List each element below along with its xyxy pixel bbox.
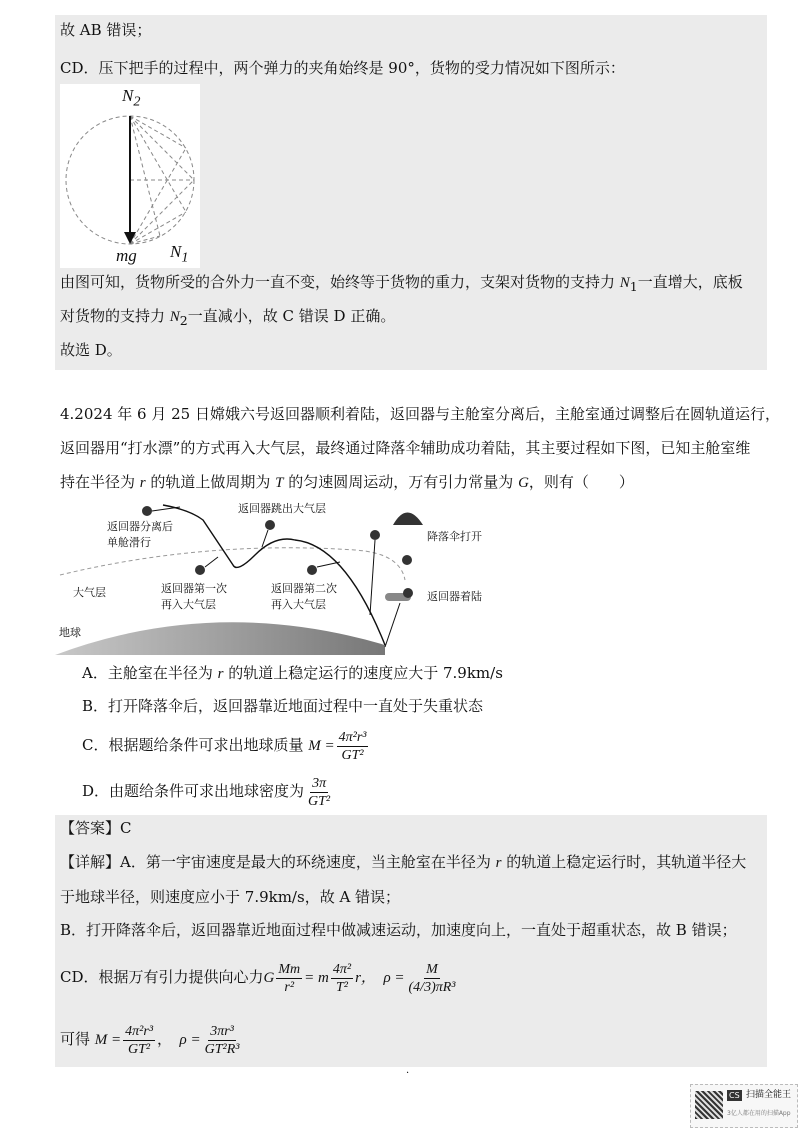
explanation-line: 于地球半径，则速度应小于 7.9km/s，故 A 错误； bbox=[60, 888, 401, 906]
n1-label: $N_1$ bbox=[170, 242, 189, 266]
label-separation: 返回器分离后 单舱滑行 bbox=[107, 520, 173, 549]
force-circle-figure bbox=[60, 84, 200, 268]
label-earth: 地球 bbox=[59, 626, 81, 639]
force-diagram bbox=[60, 84, 200, 268]
label-skip-out: 返回器跳出大气层 bbox=[238, 502, 326, 515]
mg-label: mg bbox=[116, 246, 137, 265]
solution-line: CD．压下把手的过程中，两个弹力的夹角始终是 90°，货物的受力情况如下图所示： bbox=[60, 59, 625, 77]
option-a: A．主舱室在半径为 r 的轨道上稳定运行的速度应大于 7.9km/s bbox=[82, 664, 503, 682]
watermark-subtitle: 3亿人都在用的扫描App bbox=[727, 1110, 791, 1117]
explanation-result-line: 可得 M = $\frac{\text{4π²r³}}{\text{GT²}}$ ， ρ = $\frac{\text{3πr³}}{\text{GT²R³}}$ bbox=[60, 1023, 240, 1057]
watermark-title: 扫描全能王 bbox=[746, 1090, 792, 1100]
solution-line: 由图可知，货物所受的合外力一直不变，始终等于货物的重力，支架对货物的支持力 $N_1$一直增大，底板 bbox=[60, 273, 743, 294]
label-atmosphere: 大气层 bbox=[73, 586, 106, 599]
explanation-line: 【详解】A．第一宇宙速度是最大的环绕速度，当主舱室在半径为 r 的轨道上稳定运行时，其轨道半径大 bbox=[60, 853, 747, 871]
solution-line: 故选 D。 bbox=[60, 341, 122, 359]
solution-line: 对货物的支持力 $N_2$一直减小，故 C 错误 D 正确。 bbox=[60, 307, 396, 328]
option-c: C．根据题给条件可求出地球质量 M = $\frac{\text{4π²r³}}{\text{GT²}}$ bbox=[82, 729, 367, 763]
explanation-line: B．打开降落伞后，返回器靠近地面过程中做减速运动，加速度向上，一直处于超重状态，故 B 错误； bbox=[60, 921, 737, 939]
earth-shape bbox=[55, 622, 385, 655]
qr-code-icon bbox=[695, 1091, 723, 1119]
label-first-reentry: 返回器第一次 再入大气层 bbox=[161, 582, 227, 611]
question-line: 4.2024 年 6 月 25 日嫦娥六号返回器顺利着陆，返回器与主舱室分离后，主舱室通过调整后在圆轨道运行， bbox=[60, 405, 780, 423]
solution-line: 故 AB 错误； bbox=[60, 21, 152, 39]
label-second-reentry: 返回器第二次 再入大气层 bbox=[271, 582, 337, 611]
explanation-formula-line: CD．根据万有引力提供向心力G $\frac{Mm}{\text{r²}}$ = m $\frac{\text{4π²}}{\text{T²}}$ r， ρ = $\frac{M}{\text{(4/3)πR³}}$ bbox=[60, 961, 456, 995]
camscanner-logo: CS bbox=[729, 1091, 740, 1100]
page-mark: · bbox=[406, 1068, 410, 1079]
answer-label: 【答案】C bbox=[60, 819, 132, 837]
n2-label: $N_2$ bbox=[122, 86, 141, 110]
label-landing: 返回器着陆 bbox=[427, 590, 482, 603]
reentry-diagram bbox=[55, 495, 505, 655]
scanner-watermark bbox=[690, 1084, 798, 1128]
option-d: D．由题给条件可求出地球密度为 $\frac{3\pi}{\text{GT²}}$ bbox=[82, 775, 331, 809]
option-b: B．打开降落伞后，返回器靠近地面过程中一直处于失重状态 bbox=[82, 697, 484, 715]
label-parachute: 降落伞打开 bbox=[427, 530, 482, 543]
question-line: 返回器用“打水漂”的方式再入大气层，最终通过降落伞辅助成功着陆，其主要过程如下图，已知主舱室维 bbox=[60, 439, 751, 457]
question-line: 持在半径为 r 的轨道上做周期为 T 的匀速圆周运动，万有引力常量为 G，则有（ ） bbox=[60, 473, 634, 491]
